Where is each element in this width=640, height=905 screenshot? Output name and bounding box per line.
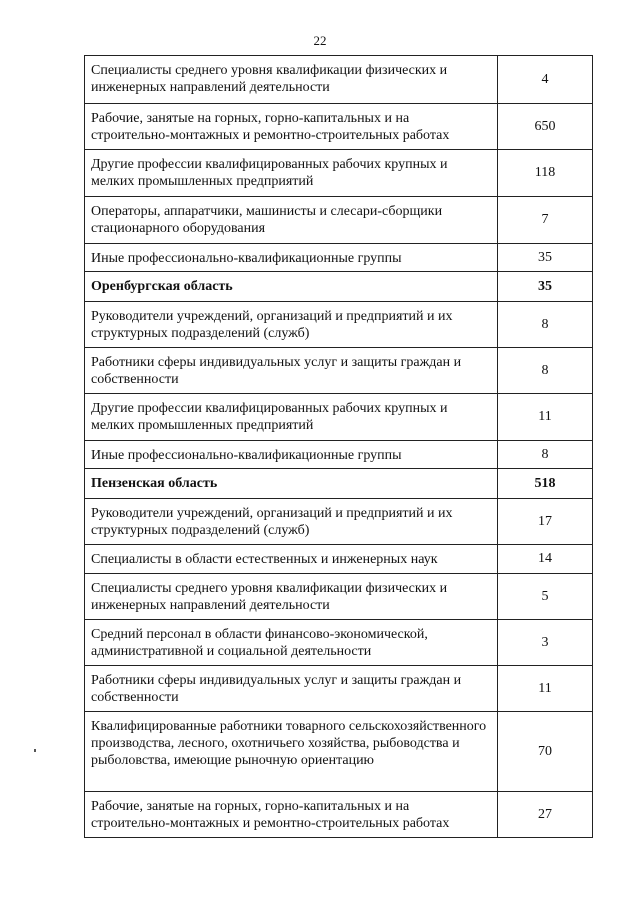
- occupation-name: Операторы, аппаратчики, машинисты и слесари-сборщики стационарного оборудования: [85, 197, 498, 243]
- occupation-name: Работники сферы индивидуальных услуг и защиты граждан и собственности: [85, 348, 498, 393]
- occupation-name: Другие профессии квалифицированных рабочих крупных и мелких промышленных предприятий: [85, 150, 498, 196]
- occupation-count: 8: [541, 362, 549, 378]
- table-row: [85, 441, 592, 469]
- table-row: [85, 302, 592, 348]
- occupation-name: Специалисты среднего уровня квалификации физических и инженерных направлений деятельности: [85, 56, 498, 103]
- occupation-count: 35: [538, 249, 552, 265]
- table-row: [85, 244, 592, 272]
- employment-table: [84, 55, 593, 838]
- occupation-name: Рабочие, занятые на горных, горно-капитальных и на строительно-монтажных и ремонтно-строительных работах: [85, 104, 498, 149]
- occupation-count: 11: [538, 409, 552, 424]
- occupation-count: 8: [541, 446, 549, 462]
- occupation-count: 5: [541, 588, 549, 604]
- occupation-name: Руководители учреждений, организаций и предприятий и их структурных подразделений (служб): [85, 499, 498, 544]
- table-row: [85, 620, 592, 666]
- occupation-count: 8: [541, 316, 549, 332]
- table-row: [85, 104, 592, 150]
- occupation-count: 650: [534, 118, 556, 134]
- region-row: [85, 469, 592, 499]
- table-row: [85, 792, 592, 838]
- occupation-name: Специалисты в области естественных и инженерных наук: [85, 545, 498, 573]
- occupation-name: Иные профессионально-квалификационные группы: [85, 441, 498, 468]
- occupation-count: 11: [538, 680, 552, 696]
- region-name: Пензенская область: [85, 469, 498, 498]
- margin-mark: [34, 749, 36, 752]
- table-row: [85, 56, 592, 104]
- table-row: [85, 666, 592, 712]
- table-row: [85, 348, 592, 394]
- table-row: [85, 574, 592, 620]
- table-row: [85, 499, 592, 545]
- occupation-count: 118: [534, 165, 556, 180]
- occupation-name: Иные профессионально-квалификационные группы: [85, 244, 498, 271]
- region-total: 35: [538, 278, 552, 294]
- occupation-count: 27: [538, 806, 552, 822]
- occupation-count: 7: [541, 212, 549, 227]
- occupation-count: 3: [541, 634, 549, 650]
- region-total: 518: [534, 475, 556, 491]
- occupation-count: 14: [538, 551, 552, 566]
- occupation-name: Работники сферы индивидуальных услуг и защиты граждан и собственности: [85, 666, 498, 711]
- table-row: [85, 712, 592, 792]
- table-row: [85, 150, 592, 197]
- occupation-name: Квалифицированные работники товарного сельскохозяйственного производства, лесного, охотничьего хозяйства, рыбоводства и рыболовства, имеющие рыночную ориентацию: [85, 712, 498, 791]
- table-row: [85, 394, 592, 441]
- occupation-name: Средний персонал в области финансово-экономической, административной и социальной деятельности: [85, 620, 498, 665]
- region-row: [85, 272, 592, 302]
- page-number: 22: [313, 33, 327, 48]
- table-row: [85, 197, 592, 244]
- occupation-name: Руководители учреждений, организаций и предприятий и их структурных подразделений (служб): [85, 302, 498, 347]
- occupation-name: Рабочие, занятые на горных, горно-капитальных и на строительно-монтажных и ремонтно-строительных работах: [85, 792, 498, 837]
- table-row: [85, 545, 592, 574]
- occupation-name: Специалисты среднего уровня квалификации физических и инженерных направлений деятельности: [85, 574, 498, 619]
- occupation-count: 70: [538, 743, 552, 759]
- region-name: Оренбургская область: [85, 272, 498, 301]
- occupation-count: 17: [538, 513, 552, 529]
- occupation-count: 4: [541, 71, 549, 87]
- occupation-name: Другие профессии квалифицированных рабочих крупных и мелких промышленных предприятий: [85, 394, 498, 440]
